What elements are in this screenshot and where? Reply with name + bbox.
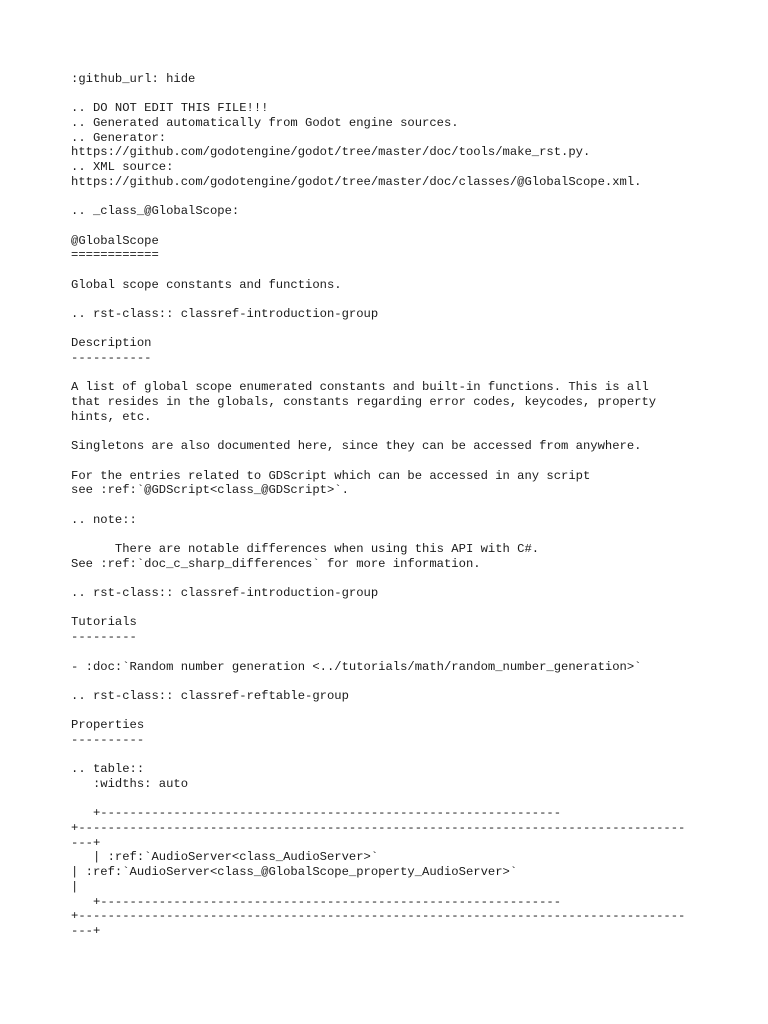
text-line: .. Generator: xyxy=(71,130,167,145)
text-line xyxy=(71,425,761,440)
text-line: .. note:: xyxy=(71,512,137,527)
text-line: Properties xyxy=(71,718,145,733)
text-line: For the entries related to GDScript which can be accessed in any script xyxy=(71,468,591,483)
text-line: +--------------------------------------------------------------- xyxy=(71,894,562,909)
text-line: .. _class_@GlobalScope: xyxy=(71,204,240,219)
text-line: +----------------------------------------------------------------------------------- xyxy=(71,909,686,924)
text-line: +----------------------------------------------------------------------------------- xyxy=(71,821,686,836)
document-page xyxy=(71,72,761,939)
text-line: .. rst-class:: classref-introduction-group xyxy=(71,307,379,321)
text-line xyxy=(71,498,761,513)
text-line xyxy=(71,571,761,586)
text-line: .. XML source: xyxy=(71,160,174,175)
text-line: https://github.com/godotengine/godot/tree/master/doc/tools/make_rst.py. xyxy=(71,145,591,160)
text-line: Description xyxy=(71,336,152,351)
text-line: .. DO NOT EDIT THIS FILE!!! xyxy=(71,101,269,116)
text-line: --------- xyxy=(71,630,137,645)
text-line: .. table:: xyxy=(71,762,145,777)
text-line xyxy=(71,190,761,205)
text-line xyxy=(71,704,761,719)
text-line: :github_url: hide xyxy=(71,72,196,86)
text-line xyxy=(71,527,761,542)
text-line xyxy=(71,263,761,278)
text-line xyxy=(71,601,761,616)
text-line xyxy=(71,748,761,763)
text-line: .. rst-class:: classref-introduction-group xyxy=(71,586,379,601)
text-line: - :doc:`Random number generation <../tutorials/math/random_number_generation>` xyxy=(71,659,642,674)
text-line: Tutorials xyxy=(71,615,137,630)
text-line: .. Generated automatically from Godot engine sources. xyxy=(71,116,459,131)
text-line xyxy=(71,292,761,307)
text-line: +--------------------------------------------------------------- xyxy=(71,806,562,821)
text-line: ---+ xyxy=(71,835,101,850)
text-line: Global scope constants and functions. xyxy=(71,277,342,292)
text-line xyxy=(71,366,761,381)
text-line xyxy=(71,322,761,337)
text-line: that resides in the globals, constants regarding error codes, keycodes, property xyxy=(71,395,657,410)
text-line: @GlobalScope xyxy=(71,233,159,248)
text-line xyxy=(71,87,761,102)
text-line: | :ref:`AudioServer<class_AudioServer>` xyxy=(71,850,379,865)
text-line xyxy=(71,454,761,469)
text-line: ----------- xyxy=(71,351,152,366)
text-line: .. rst-class:: classref-reftable-group xyxy=(71,688,349,703)
text-line: ============ xyxy=(71,248,159,263)
text-line: ---------- xyxy=(71,732,145,747)
text-line xyxy=(71,219,761,234)
text-line: See :ref:`doc_c_sharp_differences` for more information. xyxy=(71,556,481,571)
text-line: :widths: auto xyxy=(71,777,189,791)
text-line: https://github.com/godotengine/godot/tree/master/doc/classes/@GlobalScope.xml. xyxy=(71,174,642,189)
text-line: ---+ xyxy=(71,923,101,938)
text-line: see :ref:`@GDScript<class_@GDScript>`. xyxy=(71,483,349,498)
text-line xyxy=(71,674,761,689)
text-line: | :ref:`AudioServer<class_@GlobalScope_property_AudioServer>` xyxy=(71,865,518,880)
text-line xyxy=(71,645,761,660)
text-line: hints, etc. xyxy=(71,409,152,424)
text-line: Singletons are also documented here, since they can be accessed from anywhere. xyxy=(71,439,642,454)
text-line: There are notable differences when using this API with C#. xyxy=(71,542,540,556)
text-line: A list of global scope enumerated constants and built-in functions. This is all xyxy=(71,380,649,395)
text-line xyxy=(71,792,761,807)
text-line: | xyxy=(71,879,79,894)
